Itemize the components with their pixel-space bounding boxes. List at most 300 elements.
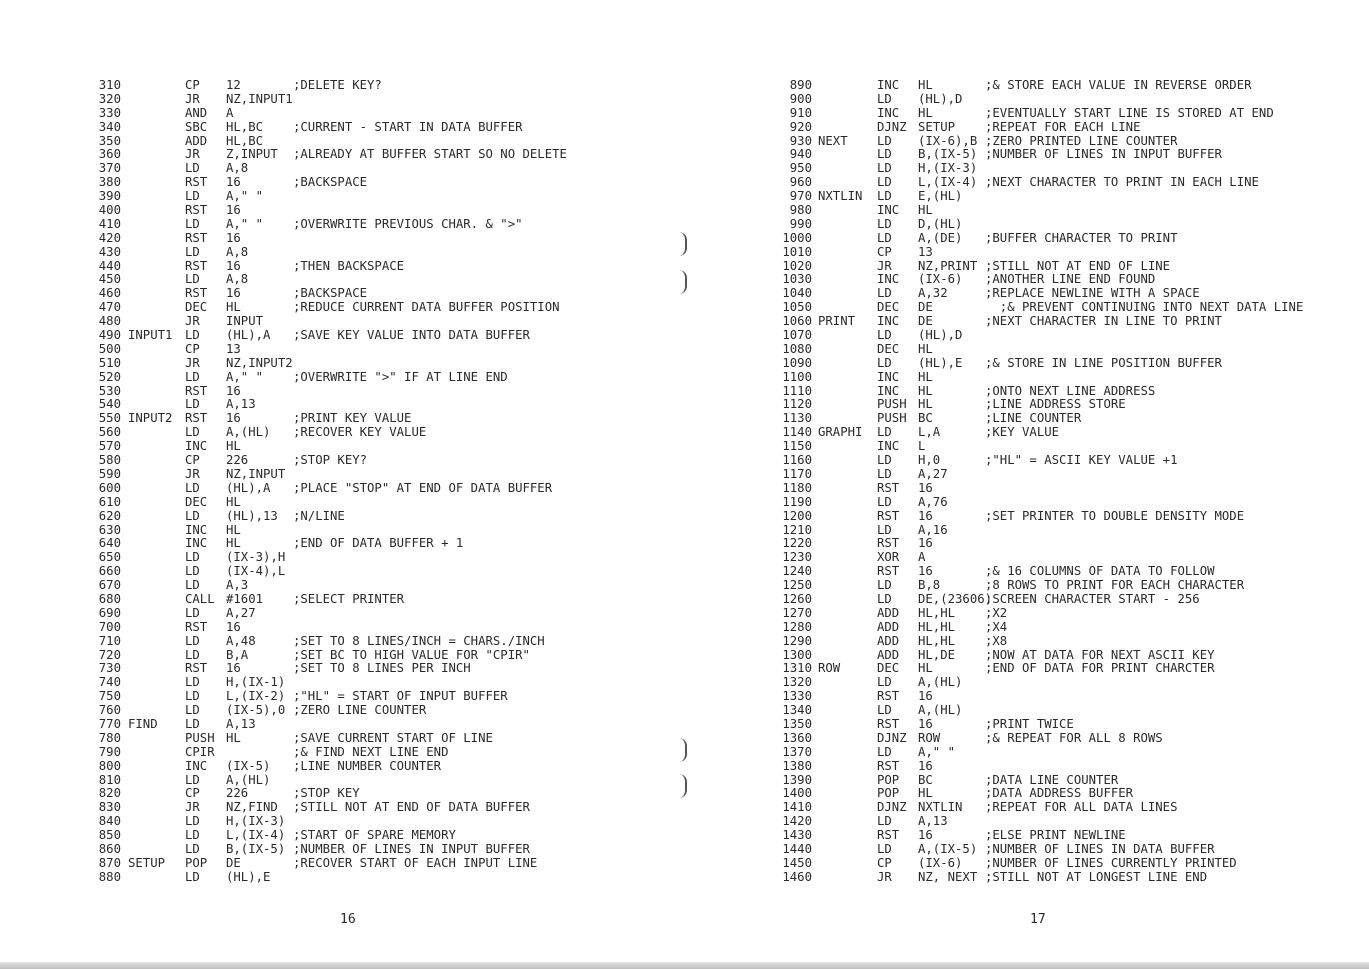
opcode: LD [877,328,892,343]
opcode: JR [185,466,200,481]
line-number: 1180 [782,480,812,495]
operand: 16 [918,689,933,704]
line-number: 500 [98,341,121,356]
operand: A,8 [226,161,249,176]
operand: H,0 [918,453,941,468]
line-number: 1380 [782,758,812,773]
opcode: INC [185,522,208,537]
opcode: CP [185,341,200,356]
line-number: 1040 [782,286,812,301]
opcode: LD [877,175,892,190]
line-number: 470 [98,300,121,315]
operand: 16 [226,411,241,426]
operand: H,(IX-3) [918,161,978,176]
operand: DE [918,314,933,329]
opcode: LD [877,591,892,606]
line-number: 1110 [782,383,812,398]
opcode: LD [877,355,892,370]
line-number: 1260 [782,591,812,606]
comment: ;SCREEN CHARACTER START - 256 [985,591,1200,606]
opcode: RST [877,828,900,843]
operand: A,(DE) [918,230,963,245]
comment: ;& 16 COLUMNS OF DATA TO FOLLOW [985,564,1215,579]
comment: ;END OF DATA BUFFER + 1 [293,536,464,551]
opcode: DEC [877,341,900,356]
line-number: 1200 [782,508,812,523]
opcode: LD [185,869,200,884]
opcode: CPIR [185,744,215,759]
operand: HL,BC [226,133,264,148]
opcode: POP [877,772,900,787]
line-number: 1070 [782,328,812,343]
line-number: 480 [98,314,121,329]
line-number: 920 [789,119,812,134]
label: FIND [128,716,158,731]
comment: ;REDUCE CURRENT DATA BUFFER POSITION [293,300,560,315]
line-number: 970 [789,189,812,204]
line-number: 1050 [782,300,812,315]
operand: HL [226,494,241,509]
operand: Z,INPUT [226,147,278,162]
operand: 16 [918,828,933,843]
line-number: 980 [789,203,812,218]
operand: (HL),E [226,869,271,884]
operand: 16 [226,203,241,218]
line-number: 750 [98,689,121,704]
opcode: DEC [877,300,900,315]
line-number: 650 [98,550,121,565]
line-number: 570 [98,439,121,454]
operand: HL [226,300,241,315]
operand: BC [918,772,933,787]
opcode: LD [877,675,892,690]
operand: HL [918,105,933,120]
line-number: 1000 [782,230,812,245]
opcode: LD [877,133,892,148]
operand: BC [918,411,933,426]
line-number: 1270 [782,605,812,620]
line-number: 380 [98,175,121,190]
opcode: INC [877,203,900,218]
line-number: 310 [98,78,121,92]
opcode: JR [185,147,200,162]
line-number: 800 [98,758,121,773]
comment: ;& FIND NEXT LINE END [293,744,449,759]
opcode: INC [185,758,208,773]
comment: ;ONTO NEXT LINE ADDRESS [985,383,1156,398]
line-number: 720 [98,647,121,662]
line-number: 360 [98,147,121,162]
opcode: RST [185,175,208,190]
operand: DE,(23606) [918,591,993,606]
operand: H,(IX-1) [226,675,286,690]
line-number: 1080 [782,341,812,356]
comment: ;CURRENT - START IN DATA BUFFER [293,119,523,134]
label: SETUP [128,855,166,870]
line-number: 760 [98,703,121,718]
operand: #1601 [226,591,264,606]
operand: B,(IX-5) [918,147,978,162]
line-number: 1060 [782,314,812,329]
operand: A,27 [226,605,256,620]
operand: 13 [918,244,933,259]
operand: (HL),D [918,328,963,343]
operand: 16 [918,758,933,773]
comment: ;PRINT KEY VALUE [293,411,412,426]
opcode: LD [877,230,892,245]
line-number: 820 [98,786,121,801]
line-number: 810 [98,772,121,787]
operand: (IX-6) [918,855,963,870]
comment: ;KEY VALUE [985,425,1060,440]
comment: ;ZERO PRINTED LINE COUNTER [985,133,1178,148]
comment: ;SAVE CURRENT START OF LINE [293,730,493,745]
operand: A,(HL) [918,703,963,718]
operand: A,(HL) [226,425,271,440]
operand: (IX-4),L [226,564,286,579]
line-number: 510 [98,355,121,370]
opcode: DEC [185,300,208,315]
opcode: CP [185,78,200,92]
opcode: JR [185,355,200,370]
operand: 12 [226,78,241,92]
opcode: LD [185,425,200,440]
opcode: LD [185,828,200,843]
operand: NZ,FIND [226,800,278,815]
opcode: LD [877,147,892,162]
operand: HL,DE [918,647,956,662]
opcode: CP [185,453,200,468]
operand: (IX-3),H [226,550,286,565]
line-number: 420 [98,230,121,245]
comment: ;STILL NOT AT END OF DATA BUFFER [293,800,530,815]
operand: B,8 [918,578,941,593]
line-number: 1340 [782,703,812,718]
operand: HL,HL [918,633,956,648]
comment: ;OVERWRITE PREVIOUS CHAR. & ">" [293,216,523,231]
comment: ;START OF SPARE MEMORY [293,828,456,843]
opcode: INC [185,439,208,454]
operand: A,8 [226,244,249,259]
comment: ;STOP KEY [293,786,360,801]
operand: NZ, NEXT [918,869,978,884]
line-number: 410 [98,216,121,231]
label: NXTLIN [818,189,863,204]
operand: HL [226,522,241,537]
comment: ;NOW AT DATA FOR NEXT ASCII KEY [985,647,1215,662]
line-number: 740 [98,675,121,690]
comment: ;NEXT CHARACTER IN LINE TO PRINT [985,314,1222,329]
opcode: LD [185,550,200,565]
opcode: LD [877,522,892,537]
opcode: LD [877,466,892,481]
operand: 16 [226,230,241,245]
line-number: 340 [98,119,121,134]
left-page [0,0,684,969]
line-number: 1160 [782,453,812,468]
page-number-right: 17 [1030,912,1046,927]
operand: (HL),D [918,91,963,106]
comment: ;8 ROWS TO PRINT FOR EACH CHARACTER [985,578,1245,593]
opcode: RST [185,661,208,676]
operand: NZ,INPUT1 [226,91,293,106]
line-number: 440 [98,258,121,273]
opcode: LD [877,286,892,301]
line-number: 1210 [782,522,812,537]
comment: ;X8 [985,633,1008,648]
operand: 16 [226,175,241,190]
line-number: 350 [98,133,121,148]
operand: (HL),13 [226,508,278,523]
comment: ;LINE NUMBER COUNTER [293,758,442,773]
line-number: 850 [98,828,121,843]
line-number: 890 [789,78,812,92]
opcode: POP [877,786,900,801]
operand: A,(HL) [226,772,271,787]
opcode: ADD [877,647,900,662]
comment: ;STOP KEY? [293,453,368,468]
opcode: JR [877,258,892,273]
opcode: ADD [877,605,900,620]
comment: ;LINE ADDRESS STORE [985,397,1126,412]
operand: (HL),A [226,480,271,495]
opcode: LD [185,578,200,593]
line-number: 460 [98,286,121,301]
opcode: RST [185,383,208,398]
line-number: 1330 [782,689,812,704]
opcode: LD [877,494,892,509]
operand: HL [918,786,933,801]
line-number: 1360 [782,730,812,745]
label: INPUT2 [128,411,173,426]
line-number: 1400 [782,786,812,801]
line-number: 870 [98,855,121,870]
operand: (IX-6),B [918,133,978,148]
operand: 16 [226,286,241,301]
line-number: 1220 [782,536,812,551]
operand: NXTLIN [918,800,963,815]
opcode: LD [185,605,200,620]
line-number: 780 [98,730,121,745]
line-number: 830 [98,800,121,815]
opcode: RST [185,619,208,634]
opcode: LD [185,841,200,856]
line-number: 1100 [782,369,812,384]
line-number: 960 [789,175,812,190]
opcode: INC [877,272,900,287]
page-number-left: 16 [340,912,356,927]
line-number: 330 [98,105,121,120]
page-bottom-edge [0,962,1369,969]
line-number: 1150 [782,439,812,454]
line-number: 640 [98,536,121,551]
opcode: LD [185,675,200,690]
operand: (IX-6) [918,272,963,287]
comment: ;"HL" = START OF INPUT BUFFER [293,689,508,704]
opcode: LD [185,216,200,231]
opcode: DJNZ [877,119,907,134]
operand: L,(IX-4) [226,828,286,843]
operand: 16 [918,564,933,579]
operand: L [918,439,926,454]
comment: ;RECOVER START OF EACH INPUT LINE [293,855,538,870]
opcode: PUSH [877,411,907,426]
opcode: RST [877,716,900,731]
opcode: LD [877,161,892,176]
operand: HL [918,369,933,384]
comment: ;THEN BACKSPACE [293,258,405,273]
operand: 226 [226,786,249,801]
line-number: 1460 [782,869,812,884]
operand: HL [918,203,933,218]
comment: ;BUFFER CHARACTER TO PRINT [985,230,1178,245]
comment: ;DATA ADDRESS BUFFER [985,786,1134,801]
opcode: LD [185,814,200,829]
line-number: 580 [98,453,121,468]
opcode: CALL [185,591,215,606]
opcode: LD [185,161,200,176]
comment: ;SET TO 8 LINES PER INCH [293,661,471,676]
line-number: 600 [98,480,121,495]
operand: 16 [226,619,241,634]
line-number: 770 [98,716,121,731]
line-number: 660 [98,564,121,579]
line-number: 1130 [782,411,812,426]
comment: ;X2 [985,605,1008,620]
line-number: 390 [98,189,121,204]
line-number: 400 [98,203,121,218]
operand: A,27 [918,466,948,481]
opcode: LD [185,647,200,662]
comment: ;NEXT CHARACTER TO PRINT IN EACH LINE [985,175,1259,190]
comment: ;SAVE KEY VALUE INTO DATA BUFFER [293,328,530,343]
comment: ;EVENTUALLY START LINE IS STORED AT END [985,105,1274,120]
line-number: 670 [98,578,121,593]
operand: 226 [226,453,249,468]
opcode: DEC [877,661,900,676]
operand: A [226,105,234,120]
operand: HL [918,661,933,676]
operand: DE [226,855,241,870]
label: GRAPHI [818,425,863,440]
operand: 16 [226,661,241,676]
opcode: LD [877,189,892,204]
operand: (IX-5) [226,758,271,773]
opcode: LD [185,480,200,495]
comment: ;NUMBER OF LINES IN INPUT BUFFER [293,841,530,856]
line-number: 530 [98,383,121,398]
comment: ;REPEAT FOR EACH LINE [985,119,1141,134]
opcode: JR [185,91,200,106]
operand: HL [918,397,933,412]
opcode: LD [877,814,892,829]
operand: NZ,INPUT2 [226,355,293,370]
comment: ;PRINT TWICE [985,716,1074,731]
opcode: LD [877,703,892,718]
opcode: RST [185,203,208,218]
line-number: 1290 [782,633,812,648]
operand: HL,BC [226,119,264,134]
operand: B,(IX-5) [226,841,286,856]
operand: L,(IX-4) [918,175,978,190]
opcode: LD [185,564,200,579]
line-number: 520 [98,369,121,384]
opcode: INC [185,536,208,551]
operand: A [918,550,926,565]
line-number: 900 [789,91,812,106]
opcode: LD [877,91,892,106]
operand: A,16 [918,522,948,537]
opcode: INC [877,314,900,329]
operand: (HL),A [226,328,271,343]
line-number: 620 [98,508,121,523]
comment: ;SET PRINTER TO DOUBLE DENSITY MODE [985,508,1245,523]
opcode: LD [185,689,200,704]
operand: (HL),E [918,355,963,370]
line-number: 1170 [782,466,812,481]
operand: A,48 [226,633,256,648]
comment: ;SET BC TO HIGH VALUE FOR "CPIR" [293,647,530,662]
line-number: 1230 [782,550,812,565]
opcode: DEC [185,494,208,509]
comment: ;END OF DATA FOR PRINT CHARCTER [985,661,1215,676]
line-number: 1450 [782,855,812,870]
operand: A,3 [226,578,249,593]
opcode: CP [877,244,892,259]
operand: ROW [918,730,941,745]
operand: L,(IX-2) [226,689,286,704]
line-number: 1090 [782,355,812,370]
comment: ;DELETE KEY? [293,78,382,92]
operand: A," " [918,744,956,759]
line-number: 1010 [782,244,812,259]
comment: ;RECOVER KEY VALUE [293,425,427,440]
line-number: 320 [98,91,121,106]
comment: ;ZERO LINE COUNTER [293,703,427,718]
line-number: 1280 [782,619,812,634]
opcode: LD [877,453,892,468]
opcode: DJNZ [877,730,907,745]
line-number: 370 [98,161,121,176]
opcode: CP [185,786,200,801]
opcode: LD [185,272,200,287]
opcode: JR [185,800,200,815]
operand: INPUT [226,314,264,329]
line-number: 1440 [782,841,812,856]
opcode: LD [877,841,892,856]
operand: HL [918,383,933,398]
line-number: 1310 [782,661,812,676]
operand: B,A [226,647,249,662]
operand: A,13 [918,814,948,829]
operand: A,76 [918,494,948,509]
opcode: LD [877,578,892,593]
line-number: 1410 [782,800,812,815]
line-number: 680 [98,591,121,606]
comment: ;PLACE "STOP" AT END OF DATA BUFFER [293,480,553,495]
operand: HL,HL [918,605,956,620]
right-page [685,0,1369,969]
opcode: POP [185,855,208,870]
opcode: LD [185,189,200,204]
operand: 16 [226,258,241,273]
line-number: 610 [98,494,121,509]
opcode: ADD [877,633,900,648]
line-number: 1240 [782,564,812,579]
operand: NZ,INPUT [226,466,286,481]
opcode: SBC [185,119,208,134]
comment: ;NUMBER OF LINES CURRENTLY PRINTED [985,855,1237,870]
